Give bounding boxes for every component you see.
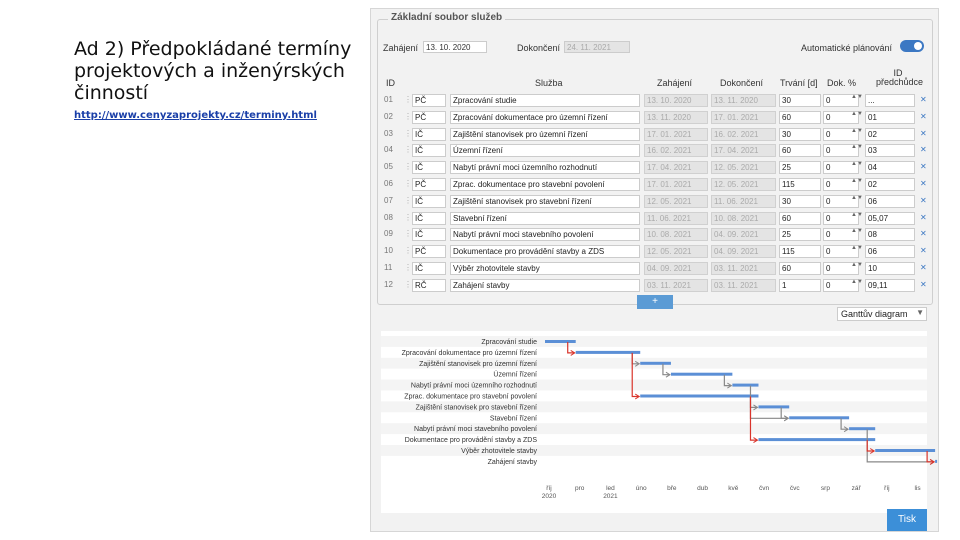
row-id: 08 (384, 212, 393, 222)
spinner-icon[interactable]: ▲▼ (851, 178, 863, 184)
row-type-select[interactable]: RČ (412, 279, 446, 292)
spinner-icon[interactable]: ▲▼ (851, 127, 863, 134)
row-start-date: 11. 06. 2021 (644, 212, 708, 225)
fieldset-legend: Základní soubor služeb (388, 12, 505, 23)
service-row (371, 211, 940, 227)
gantt-task-label: Nabytí právní moci stavebního povolení (414, 426, 537, 434)
gantt-tick-label: čvc (789, 484, 800, 492)
row-type-select[interactable]: PČ (412, 178, 446, 191)
row-type-select[interactable]: IČ (412, 128, 446, 141)
gantt-bar (758, 438, 875, 441)
row-start-date: 10. 08. 2021 (644, 228, 708, 241)
row-predecessor-select[interactable]: ... (865, 94, 915, 107)
gantt-task-label: Nabytí právní moci územního rozhodnutí (410, 382, 537, 390)
spinner-icon[interactable]: ▲▼ (851, 262, 863, 268)
drag-handle-icon[interactable]: ⋮ (404, 246, 412, 256)
gantt-task-label: Stavební řízení (489, 415, 537, 423)
gantt-tick-label: dub (697, 484, 709, 492)
row-done-input[interactable]: 0 (823, 262, 859, 275)
row-done-input[interactable]: 0 (823, 144, 859, 157)
drag-handle-icon[interactable]: ⋮ (404, 95, 412, 104)
row-duration-input[interactable]: 60 (779, 111, 821, 124)
spinner-icon[interactable]: ▲▼ (851, 278, 863, 285)
gantt-task-label: Zpracování dokumentace pro územní řízení (401, 349, 537, 357)
remove-row-icon[interactable]: ✕ (920, 246, 927, 256)
row-start-date: 13. 10. 2020 (644, 94, 708, 107)
row-done-input[interactable]: 0 (823, 245, 859, 258)
services-panel (370, 8, 939, 532)
row-start-date: 04. 09. 2021 (644, 262, 708, 275)
slide-title: Ad 2) Předpokládané termíny projektových a inženýrských činností (74, 38, 352, 104)
drag-handle-icon[interactable]: ⋮ (404, 145, 412, 155)
row-service-name[interactable]: Zajištění stanovisek pro územní řízení (450, 128, 640, 141)
add-row-button[interactable]: + (637, 295, 673, 309)
gantt-task-label: Dokumentace pro provádění stavby a ZDS (404, 437, 537, 445)
col-duration: Trvání [d] (780, 78, 818, 88)
drag-handle-icon[interactable]: ⋮ (404, 229, 412, 239)
row-service-name[interactable]: Nabytí právní moci stavebního povolení (450, 228, 640, 241)
row-duration-input[interactable]: 60 (779, 212, 821, 225)
gantt-tick-label: čvn (758, 484, 770, 492)
view-select[interactable] (837, 307, 927, 321)
row-predecessor-select[interactable]: 09,11 (865, 279, 915, 292)
row-done-input[interactable]: 0 (823, 178, 859, 191)
spinner-icon[interactable]: ▲▼ (851, 194, 863, 201)
row-duration-input[interactable]: 60 (779, 144, 821, 157)
gantt-tick-label: kvě (728, 484, 739, 492)
drag-handle-icon[interactable]: ⋮ (404, 263, 412, 272)
remove-row-icon[interactable]: ✕ (920, 145, 927, 155)
view-select-value: Ganttův diagram (841, 309, 908, 319)
service-row (371, 261, 940, 277)
remove-row-icon[interactable]: ✕ (920, 279, 927, 289)
gantt-bar (849, 427, 875, 430)
col-predecessor: ID předchůdce (876, 68, 924, 87)
gantt-bar (545, 340, 576, 343)
row-done-input[interactable]: 0 (823, 228, 859, 241)
drag-handle-icon[interactable]: ⋮ (404, 128, 412, 138)
end-date-field: 24. 11. 2021 (564, 41, 630, 53)
chevron-down-icon: ▼ (916, 308, 924, 317)
row-service-name[interactable]: Zpracování dokumentace pro územní řízení (450, 111, 640, 124)
row-duration-input[interactable]: 60 (779, 262, 821, 275)
gantt-tick-label: úno (635, 484, 647, 492)
row-end-date: 10. 08. 2021 (711, 212, 776, 225)
spinner-icon[interactable]: ▲▼ (851, 110, 863, 117)
remove-row-icon[interactable]: ✕ (920, 195, 927, 205)
gantt-bar (640, 362, 671, 365)
gantt-task-label: Územní řízení (493, 371, 537, 379)
row-id: 10 (384, 246, 393, 256)
gantt-task-label: Výběr zhotovitele stavby (461, 448, 537, 455)
row-type-select[interactable]: IČ (412, 228, 446, 241)
auto-planning-label: Automatické plánování (801, 43, 893, 53)
gantt-bar (640, 395, 758, 398)
row-id: 02 (384, 111, 393, 121)
row-service-name[interactable]: Výběr zhotovitele stavby (450, 262, 640, 275)
row-end-date: 16. 02. 2021 (711, 128, 776, 141)
gantt-bar (758, 405, 789, 408)
row-id: 06 (384, 179, 393, 188)
row-id: 12 (384, 279, 393, 289)
gantt-bar (875, 449, 935, 452)
row-end-date: 12. 05. 2021 (711, 161, 776, 174)
row-start-date: 12. 05. 2021 (644, 245, 708, 258)
row-type-select[interactable]: IČ (412, 144, 446, 157)
row-id: 01 (384, 95, 393, 104)
row-type-select[interactable]: PČ (412, 94, 446, 107)
service-row (371, 93, 940, 109)
gantt-tick-label: srp (820, 484, 830, 492)
row-duration-input[interactable]: 115 (779, 245, 821, 258)
row-end-date: 04. 09. 2021 (711, 245, 776, 258)
gantt-task-label: Zajištění stanovisek pro územní řízení (419, 360, 537, 368)
col-service: Služba (535, 78, 563, 88)
spinner-icon[interactable]: ▲▼ (851, 245, 863, 252)
row-type-select[interactable]: PČ (412, 245, 446, 258)
row-end-date: 04. 09. 2021 (711, 228, 776, 241)
remove-row-icon[interactable]: ✕ (920, 229, 927, 239)
row-end-date: 17. 04. 2021 (711, 144, 776, 157)
row-end-date: 12. 05. 2021 (711, 178, 776, 191)
drag-handle-icon[interactable]: ⋮ (404, 212, 412, 222)
row-service-name[interactable]: Zprac. dokumentace pro stavební povolení (450, 178, 640, 191)
row-done-input[interactable]: 0 (823, 128, 859, 141)
gantt-task-label: Zpracování studie (481, 339, 537, 346)
row-start-date: 12. 05. 2021 (644, 195, 708, 208)
gantt-tick-label: zář (851, 484, 861, 492)
service-row (371, 143, 940, 159)
gantt-bar (789, 416, 849, 419)
gantt-tick-label: lis (914, 484, 921, 492)
row-start-date: 03. 11. 2021 (644, 279, 708, 292)
col-id: ID (386, 78, 395, 88)
row-done-input[interactable]: 0 (823, 94, 859, 107)
spinner-icon[interactable]: ▲▼ (851, 94, 863, 100)
row-done-input[interactable]: 0 (823, 212, 859, 225)
remove-row-icon[interactable]: ✕ (920, 111, 927, 121)
row-predecessor-select[interactable]: 06 (865, 245, 915, 258)
row-type-select[interactable]: IČ (412, 262, 446, 275)
gantt-bar (732, 384, 758, 387)
spinner-icon[interactable]: ▲▼ (851, 211, 863, 218)
row-predecessor-select[interactable]: 05,07 (865, 212, 915, 225)
col-start: Zahájení (657, 78, 693, 88)
row-predecessor-select[interactable]: 03 (865, 144, 915, 157)
row-service-name[interactable]: Zpracování studie (450, 94, 640, 107)
col-done: Dok. % (827, 78, 857, 88)
row-predecessor-select[interactable]: 02 (865, 178, 915, 191)
drag-handle-icon[interactable]: ⋮ (404, 279, 412, 289)
row-service-name[interactable]: Zahájení stavby (450, 279, 640, 292)
row-type-select[interactable]: PČ (412, 111, 446, 124)
remove-row-icon[interactable]: ✕ (920, 95, 927, 104)
service-row (371, 160, 940, 176)
gantt-bar (671, 373, 732, 376)
service-row (371, 244, 940, 260)
row-predecessor-select[interactable]: 02 (865, 128, 915, 141)
remove-row-icon[interactable]: ✕ (920, 162, 927, 172)
service-row (371, 194, 940, 210)
spinner-icon[interactable]: ▲▼ (851, 144, 863, 151)
row-start-date: 16. 02. 2021 (644, 144, 708, 157)
row-predecessor-select[interactable]: 10 (865, 262, 915, 275)
row-start-date: 13. 11. 2020 (644, 111, 708, 124)
row-done-input[interactable]: 0 (823, 161, 859, 174)
row-duration-input[interactable]: 30 (779, 94, 821, 107)
row-duration-input[interactable]: 115 (779, 178, 821, 191)
row-duration-input[interactable]: 1 (779, 279, 821, 292)
gantt-tick-label: říj (884, 484, 890, 492)
row-id: 09 (384, 229, 393, 239)
gantt-bar (935, 460, 937, 463)
start-label: Zahájení (383, 43, 419, 53)
row-service-name[interactable]: Nabytí právní moci územního rozhodnutí (450, 161, 640, 174)
remove-row-icon[interactable]: ✕ (920, 128, 927, 138)
row-duration-input[interactable]: 30 (779, 128, 821, 141)
row-duration-input[interactable]: 25 (779, 228, 821, 241)
service-row (371, 278, 940, 294)
drag-handle-icon[interactable]: ⋮ (404, 179, 412, 188)
row-end-date: 03. 11. 2021 (711, 262, 776, 275)
row-type-select[interactable]: IČ (412, 161, 446, 174)
gantt-tick-label: říj 2020 (541, 484, 557, 500)
remove-row-icon[interactable]: ✕ (920, 263, 927, 272)
row-id: 04 (384, 145, 393, 155)
row-predecessor-select[interactable]: 08 (865, 228, 915, 241)
gantt-row-band (381, 336, 927, 347)
gantt-tick-label: led 2021 (603, 484, 618, 500)
auto-planning-toggle[interactable] (900, 40, 924, 52)
gantt-task-label: Zprac. dokumentace pro stavební povolení (404, 393, 537, 401)
row-duration-input[interactable]: 25 (779, 161, 821, 174)
gantt-chart (381, 331, 927, 513)
row-id: 05 (384, 162, 393, 172)
row-end-date: 17. 01. 2021 (711, 111, 776, 124)
row-start-date: 17. 01. 2021 (644, 178, 708, 191)
terminy-link[interactable]: http://www.cenyzaprojekty.cz/terminy.html (74, 110, 317, 121)
row-end-date: 13. 11. 2020 (711, 94, 776, 107)
row-id: 07 (384, 195, 393, 205)
row-type-select[interactable]: IČ (412, 195, 446, 208)
row-done-input[interactable]: 0 (823, 195, 859, 208)
start-date-field[interactable]: 13. 10. 2020 (423, 41, 487, 53)
print-button[interactable]: Tisk (887, 509, 927, 531)
row-service-name[interactable]: Zajištění stanovisek pro stavební řízení (450, 195, 640, 208)
spinner-icon[interactable]: ▲▼ (851, 161, 863, 168)
row-done-input[interactable]: 0 (823, 279, 859, 292)
row-predecessor-select[interactable]: 01 (865, 111, 915, 124)
row-service-name[interactable]: Dokumentace pro provádění stavby a ZDS (450, 245, 640, 258)
drag-handle-icon[interactable]: ⋮ (404, 111, 412, 121)
gantt-tick-label: pro (575, 484, 585, 492)
row-start-date: 17. 01. 2021 (644, 128, 708, 141)
row-service-name[interactable]: Stavební řízení (450, 212, 640, 225)
gantt-bar (576, 351, 641, 354)
remove-row-icon[interactable]: ✕ (920, 212, 927, 222)
row-predecessor-select[interactable]: 04 (865, 161, 915, 174)
row-service-name[interactable]: Územní řízení (450, 144, 640, 157)
row-predecessor-select[interactable]: 06 (865, 195, 915, 208)
service-row (371, 110, 940, 126)
spinner-icon[interactable]: ▲▼ (851, 228, 863, 235)
gantt-tick-label: bře (667, 484, 677, 492)
row-type-select[interactable]: IČ (412, 212, 446, 225)
end-label: Dokončení (517, 43, 561, 53)
row-id: 11 (384, 263, 393, 272)
remove-row-icon[interactable]: ✕ (920, 179, 927, 188)
row-done-input[interactable]: 0 (823, 111, 859, 124)
row-end-date: 11. 06. 2021 (711, 195, 776, 208)
service-row (371, 127, 940, 143)
service-row (371, 227, 940, 243)
row-start-date: 17. 04. 2021 (644, 161, 708, 174)
row-id: 03 (384, 128, 393, 138)
col-end: Dokončení (720, 78, 764, 88)
gantt-task-label: Zajištění stanovisek pro stavební řízení (415, 404, 537, 412)
row-duration-input[interactable]: 30 (779, 195, 821, 208)
drag-handle-icon[interactable]: ⋮ (404, 162, 412, 172)
service-row (371, 177, 940, 193)
gantt-task-label: Zahájení stavby (487, 458, 537, 466)
row-end-date: 03. 11. 2021 (711, 279, 776, 292)
drag-handle-icon[interactable]: ⋮ (404, 195, 412, 205)
